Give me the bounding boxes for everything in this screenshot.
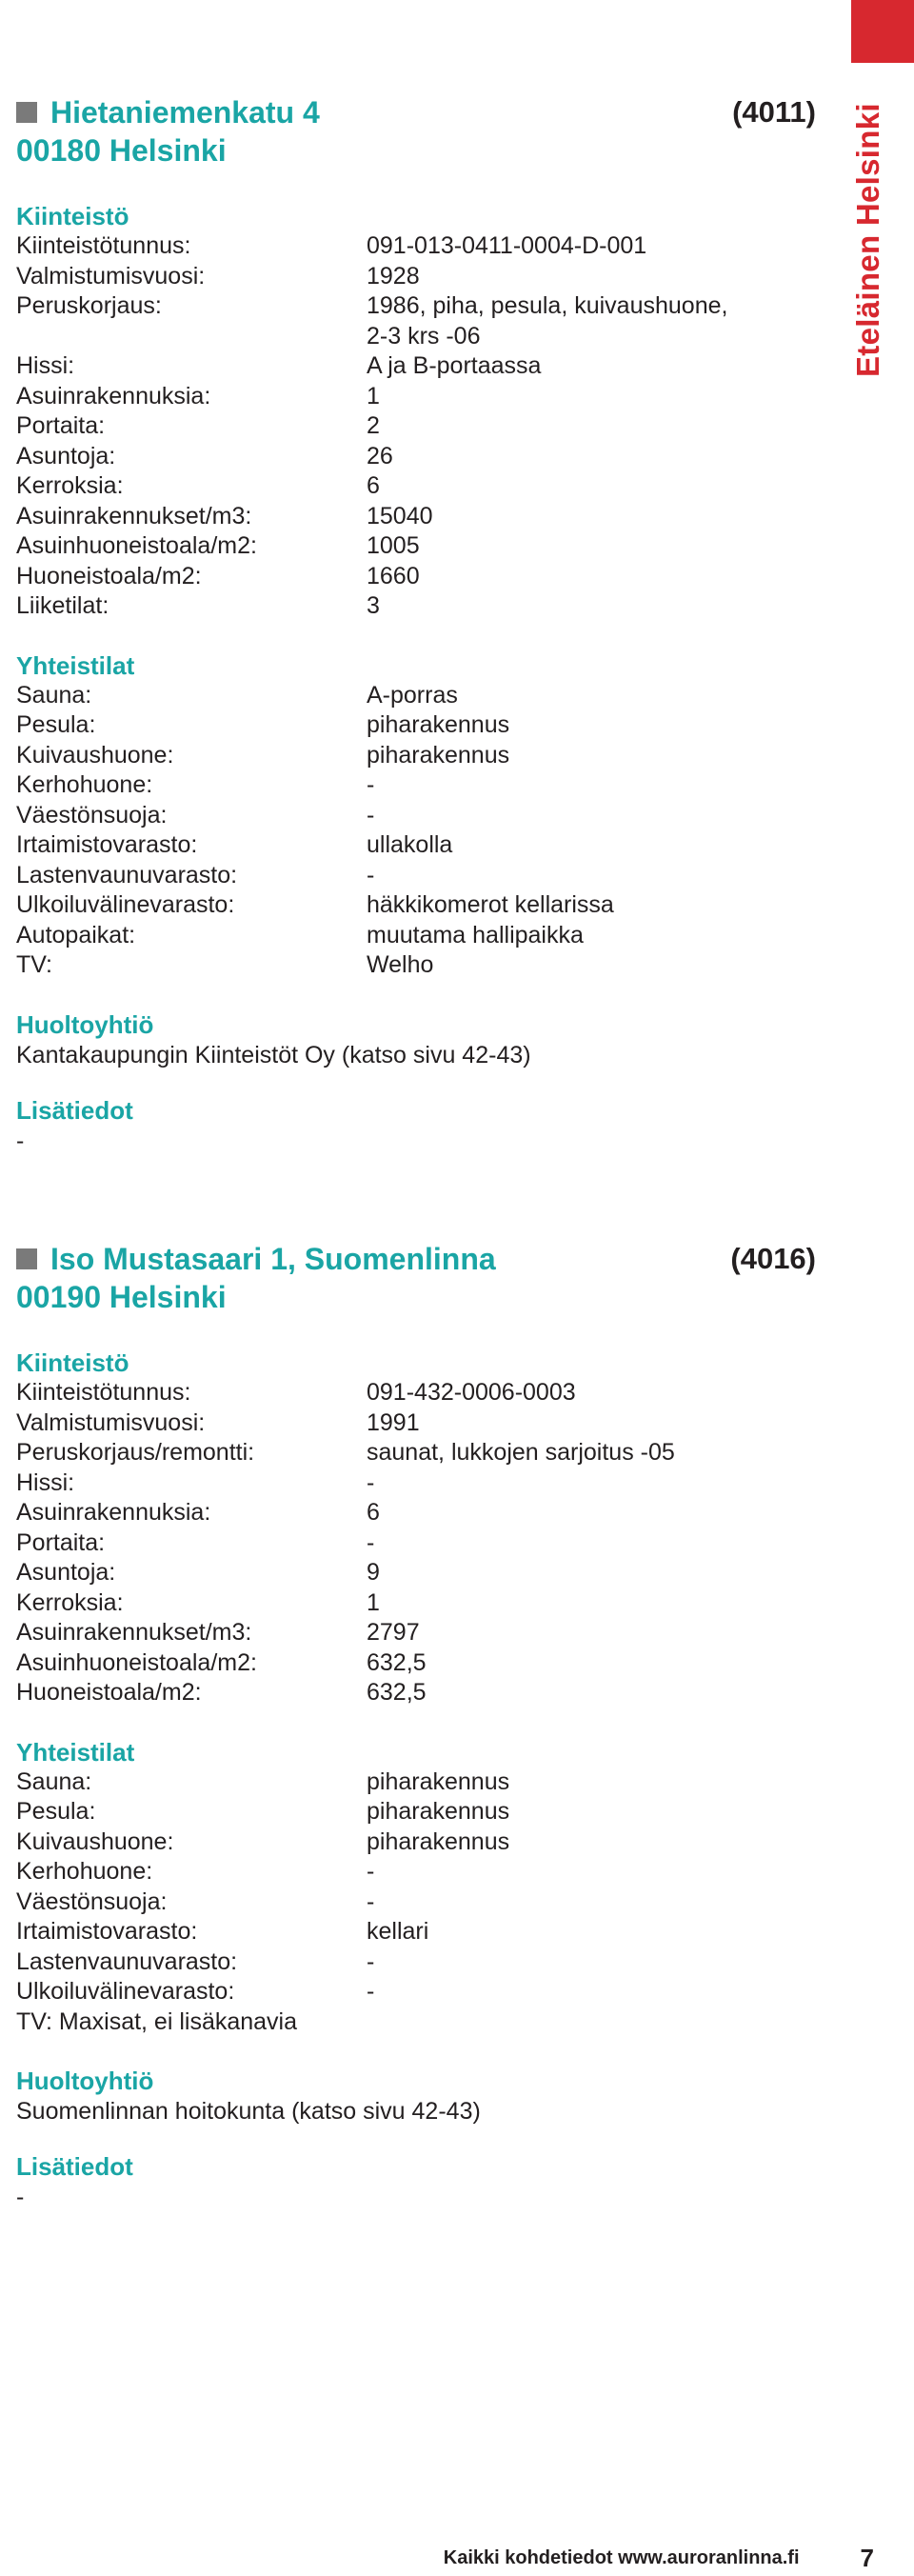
- square-bullet-icon: [16, 1248, 37, 1269]
- detail-value: piharakennus: [367, 1827, 510, 1855]
- detail-label: Valmistumisvuosi:: [16, 262, 206, 290]
- property-street: Hietaniemenkatu 4: [50, 94, 320, 130]
- maintenance-company: Suomenlinnan hoitokunta (katso sivu 42-43): [16, 2098, 481, 2125]
- detail-row: [16, 1827, 816, 1858]
- detail-value: 1986, piha, pesula, kuivaushuone,: [367, 292, 728, 319]
- detail-value: 9: [367, 1559, 380, 1586]
- detail-row: [16, 291, 816, 322]
- detail-row: [16, 1917, 816, 1947]
- section-title-yhteistilat: Yhteistilat: [16, 1737, 135, 1767]
- detail-value: 1928: [367, 262, 420, 290]
- detail-row: [16, 801, 816, 831]
- detail-label: Asuinrakennukset/m3:: [16, 1619, 252, 1646]
- detail-label: Lastenvaunuvarasto:: [16, 861, 238, 889]
- detail-label: Irtaimistovarasto:: [16, 1918, 198, 1945]
- detail-label: Huoneistoala/m2:: [16, 1679, 202, 1706]
- detail-label: Hissi:: [16, 1468, 75, 1496]
- property-city: 00190 Helsinki: [16, 1280, 227, 1314]
- detail-row: [16, 382, 816, 412]
- section-title-huoltoyhtio: Huoltoyhtiö: [16, 2067, 154, 2095]
- detail-row: [16, 681, 816, 711]
- detail-row: [16, 1857, 816, 1887]
- detail-row: [16, 351, 816, 382]
- square-bullet-icon: [16, 102, 37, 123]
- property-header-line: [16, 93, 816, 131]
- detail-label: Lastenvaunuvarasto:: [16, 1947, 238, 1975]
- section-title-huoltoyhtio: Huoltoyhtiö: [16, 1009, 154, 1039]
- detail-row: [16, 1767, 816, 1798]
- detail-row: [16, 502, 816, 532]
- detail-row: [16, 1528, 816, 1559]
- detail-row: [16, 1558, 816, 1588]
- detail-label: Portaita:: [16, 412, 106, 439]
- detail-value: -: [367, 801, 375, 829]
- detail-value: 1991: [367, 1408, 420, 1436]
- section-title-lisatiedot: Lisätiedot: [16, 1095, 133, 1125]
- detail-row: [16, 562, 816, 592]
- detail-label: Kiinteistötunnus:: [16, 232, 191, 259]
- spacer: [16, 2037, 816, 2066]
- detail-label: Hissi:: [16, 352, 75, 379]
- section-title-lisatiedot: Lisätiedot: [16, 2152, 133, 2181]
- detail-value: 3: [367, 592, 380, 619]
- detail-value: piharakennus: [367, 711, 510, 738]
- detail-value: piharakennus: [367, 1767, 510, 1795]
- spacer: [16, 1316, 816, 1348]
- detail-label: Peruskorjaus:: [16, 292, 162, 319]
- detail-row: [16, 1618, 816, 1648]
- detail-row: [16, 1408, 816, 1439]
- additional-info: -: [16, 1127, 25, 1154]
- detail-row: [16, 741, 816, 771]
- detail-label: Kiinteistötunnus:: [16, 1379, 191, 1406]
- detail-label: Kerhohuone:: [16, 771, 153, 798]
- detail-label: Peruskorjaus/remontti:: [16, 1439, 255, 1466]
- section-title-kiinteisto: Kiinteistö: [16, 202, 129, 230]
- detail-label: Ulkoiluvälinevarasto:: [16, 891, 235, 918]
- detail-value: 1005: [367, 532, 420, 559]
- detail-label: Irtaimistovarasto:: [16, 831, 198, 858]
- corner-color-tab: [851, 0, 914, 63]
- district-side-label: Eteläinen Helsinki: [850, 103, 885, 377]
- detail-value: 091-432-0006-0003: [367, 1379, 576, 1406]
- detail-row: [16, 262, 816, 292]
- detail-value: kellari: [367, 1918, 429, 1945]
- detail-row: [16, 1977, 816, 2007]
- detail-value: -: [367, 1468, 375, 1496]
- detail-value: A-porras: [367, 681, 458, 709]
- detail-row: [16, 861, 816, 891]
- detail-value: -: [367, 1528, 375, 1556]
- detail-label: Liiketilat:: [16, 592, 109, 619]
- detail-value: saunat, lukkojen sarjoitus -05: [367, 1439, 675, 1466]
- maintenance-company: Kantakaupungin Kiinteistöt Oy (katso sivu 42-43): [16, 1041, 531, 1068]
- property-header: [16, 93, 816, 170]
- detail-row: [16, 591, 816, 622]
- detail-value: 26: [367, 442, 393, 469]
- detail-value: piharakennus: [367, 1798, 510, 1825]
- detail-label: Kuivaushuone:: [16, 741, 174, 769]
- detail-value: A ja B-portaassa: [367, 352, 542, 379]
- detail-value: 632,5: [367, 1648, 427, 1676]
- detail-value: piharakennus: [367, 741, 510, 769]
- section-title-kiinteisto: Kiinteistö: [16, 1348, 129, 1377]
- detail-value: häkkikomerot kellarissa: [367, 891, 614, 918]
- detail-value: -: [367, 771, 375, 798]
- detail-row: [16, 442, 816, 472]
- detail-value: muutama hallipaikka: [367, 921, 584, 949]
- detail-value: Welho: [367, 951, 434, 978]
- detail-value: 2797: [367, 1619, 420, 1646]
- detail-row: [16, 1378, 816, 1408]
- detail-row: [16, 1468, 816, 1499]
- detail-label: Väestönsuoja:: [16, 801, 168, 829]
- spacer: [16, 981, 816, 1009]
- detail-value: -: [367, 1978, 375, 2005]
- detail-row: [16, 1498, 816, 1528]
- detail-row: [16, 1678, 816, 1708]
- spacer: [16, 622, 816, 650]
- detail-row: [16, 411, 816, 442]
- property-city: 00180 Helsinki: [16, 133, 227, 168]
- detail-label: Kerhohuone:: [16, 1858, 153, 1885]
- detail-row: [16, 2007, 816, 2038]
- spacer: [16, 170, 816, 201]
- detail-row: [16, 830, 816, 861]
- detail-row: [16, 531, 816, 562]
- detail-row: [16, 1887, 816, 1918]
- detail-value: [297, 2007, 816, 2038]
- detail-value: 2: [367, 412, 380, 439]
- detail-row: [16, 1947, 816, 1978]
- detail-row: [16, 770, 816, 801]
- detail-label: Sauna:: [16, 681, 92, 709]
- detail-label: Sauna:: [16, 1767, 92, 1795]
- detail-value: 632,5: [367, 1679, 427, 1706]
- page-number: 7: [860, 2543, 874, 2572]
- detail-label: Asuinhuoneistoala/m2:: [16, 532, 257, 559]
- detail-label: TV: Maxisat, ei lisäkanavia: [16, 2007, 298, 2035]
- section-title-yhteistilat: Yhteistilat: [16, 650, 135, 680]
- detail-label: Asuinrakennuksia:: [16, 382, 211, 409]
- detail-value: 1: [367, 1588, 380, 1616]
- detail-label: Asuinrakennuksia:: [16, 1499, 211, 1526]
- property-code: (4011): [732, 95, 816, 129]
- spacer: [16, 1070, 816, 1095]
- detail-label: Kerroksia:: [16, 1588, 124, 1616]
- detail-value: -: [367, 861, 375, 889]
- detail-value: 6: [367, 1499, 380, 1526]
- detail-value: 15040: [367, 502, 433, 529]
- detail-row: [16, 1588, 816, 1619]
- detail-value: ullakolla: [367, 831, 453, 858]
- property-header-line: [16, 1240, 816, 1278]
- spacer: [16, 1708, 816, 1737]
- property-code: (4016): [730, 1242, 816, 1275]
- detail-label: Kerroksia:: [16, 472, 124, 499]
- property-header: [16, 1240, 816, 1316]
- detail-value: 1660: [367, 562, 420, 589]
- detail-row: [16, 231, 816, 262]
- detail-row: [16, 950, 816, 981]
- detail-label: Kuivaushuone:: [16, 1827, 174, 1855]
- detail-label: Asuinhuoneistoala/m2:: [16, 1648, 257, 1676]
- detail-label: Pesula:: [16, 1798, 96, 1825]
- additional-info: -: [16, 2184, 25, 2210]
- spacer: [16, 2127, 816, 2151]
- detail-label: Väestönsuoja:: [16, 1887, 168, 1915]
- detail-row: [16, 890, 816, 921]
- detail-value-continued: 2-3 krs -06: [367, 322, 481, 349]
- detail-label: Asuinrakennukset/m3:: [16, 502, 252, 529]
- detail-label: Autopaikat:: [16, 921, 136, 949]
- detail-row: [16, 471, 816, 502]
- page-footer: [227, 2543, 874, 2573]
- detail-row: [16, 1648, 816, 1679]
- detail-label: Huoneistoala/m2:: [16, 562, 202, 589]
- detail-label: Portaita:: [16, 1528, 106, 1556]
- detail-label: Pesula:: [16, 711, 96, 738]
- property-street: Iso Mustasaari 1, Suomenlinna: [50, 1241, 496, 1276]
- detail-label: Ulkoiluvälinevarasto:: [16, 1978, 235, 2005]
- detail-value: -: [367, 1947, 375, 1975]
- detail-label: TV:: [16, 951, 52, 978]
- property-entry: [16, 1240, 816, 2212]
- property-entry: [16, 93, 816, 1156]
- detail-label: Asuntoja:: [16, 442, 116, 469]
- footer-website-text: Kaikki kohdetiedot www.auroranlinna.fi: [443, 2546, 800, 2568]
- detail-row: [16, 1797, 816, 1827]
- detail-value: -: [367, 1858, 375, 1885]
- detail-row: [16, 710, 816, 741]
- detail-label: Asuntoja:: [16, 1559, 116, 1586]
- detail-value: 1: [367, 382, 380, 409]
- detail-value: -: [367, 1887, 375, 1915]
- detail-value: 6: [367, 472, 380, 499]
- detail-value: 091-013-0411-0004-D-001: [367, 232, 647, 259]
- detail-label: Valmistumisvuosi:: [16, 1408, 206, 1436]
- detail-row: [16, 921, 816, 951]
- detail-row: [16, 1438, 816, 1468]
